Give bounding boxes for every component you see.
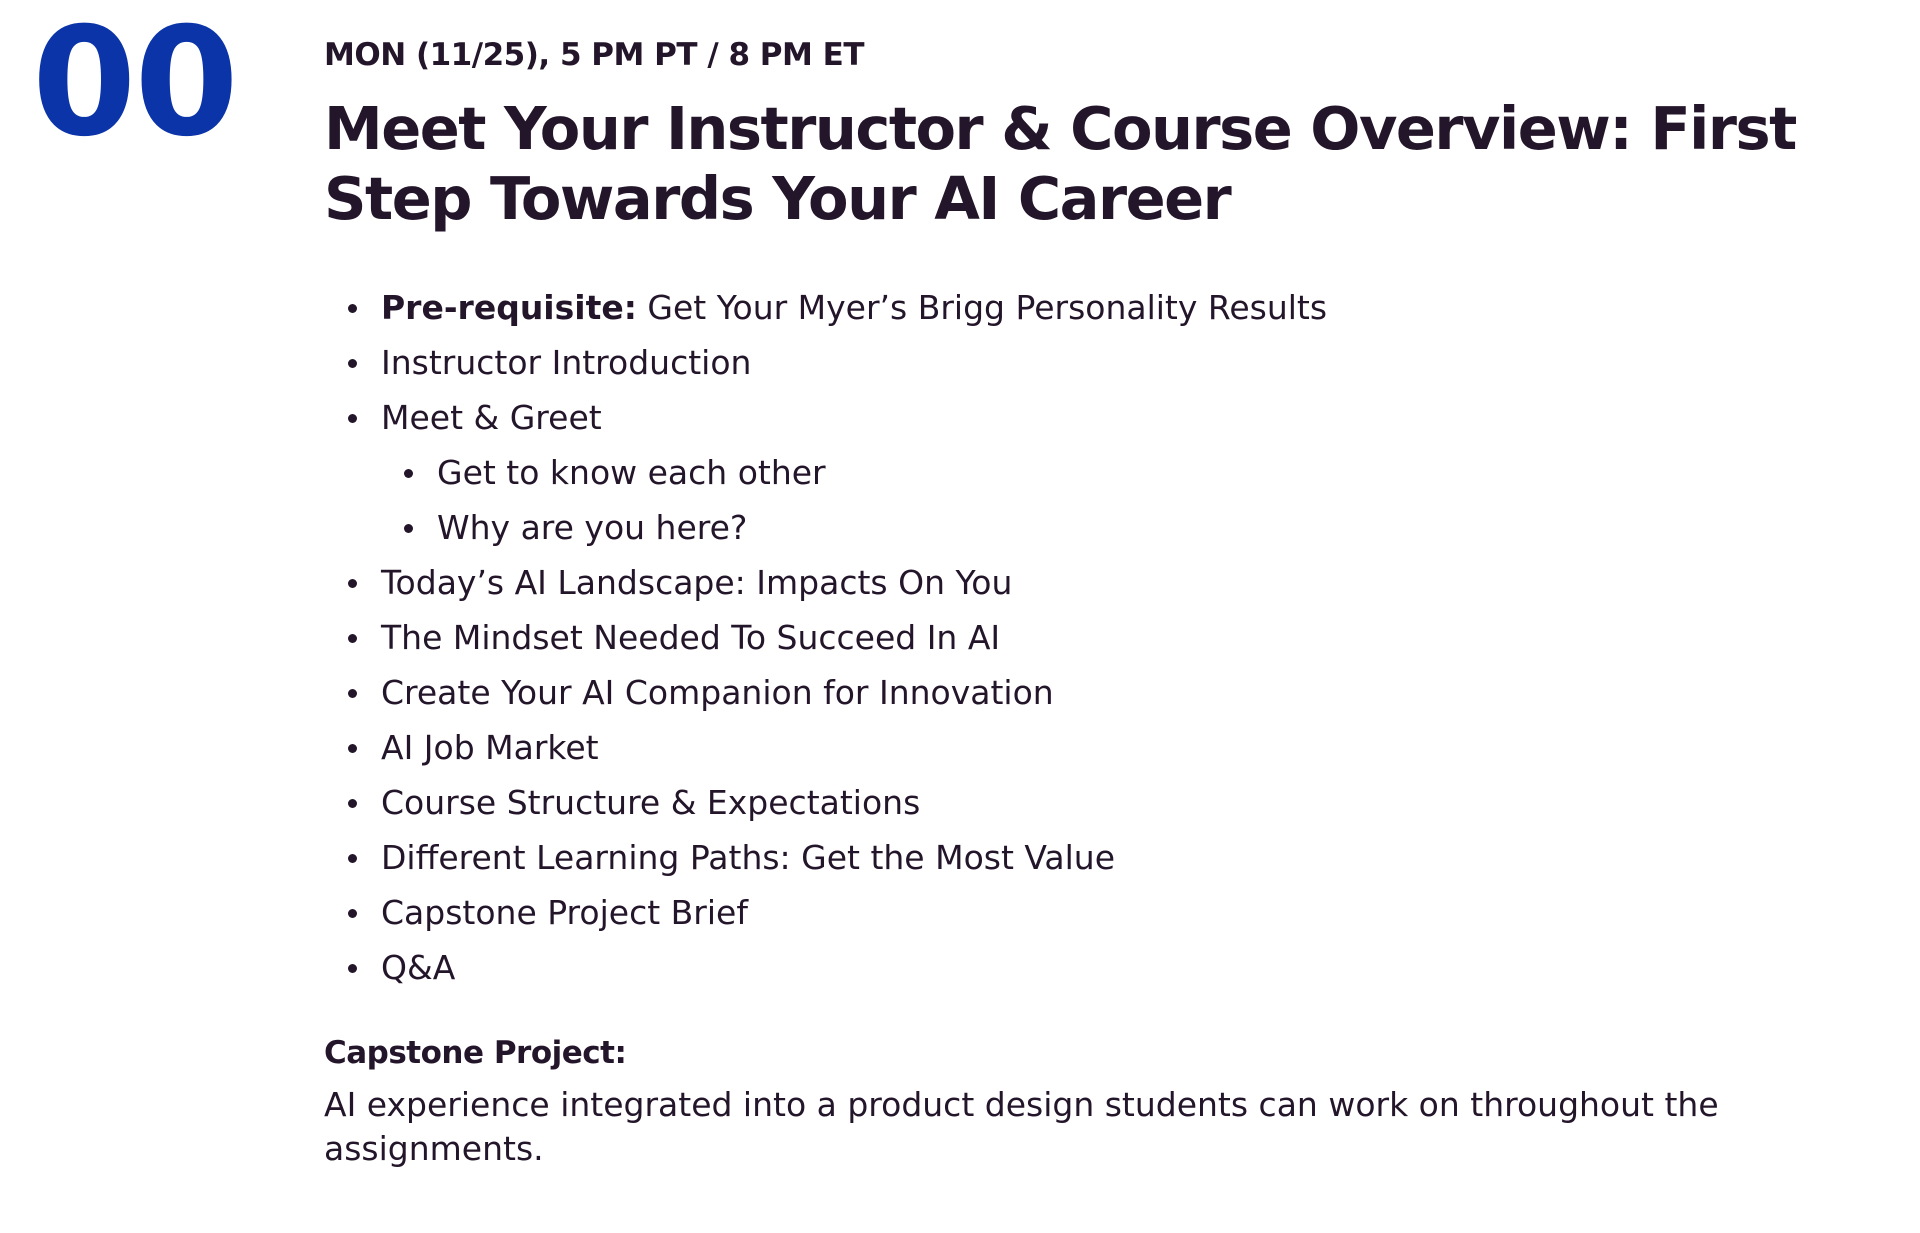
- topic-list: [324, 280, 1884, 995]
- module-content: [324, 36, 1884, 1171]
- prerequisite-text: Get Your Myer’s Brigg Personality Results: [636, 288, 1328, 327]
- topic-item-meet-greet: [381, 390, 1884, 555]
- session-schedule: MON (11/25), 5 PM PT / 8 PM ET: [324, 37, 864, 73]
- topic-item-mindset: The Mindset Needed To Succeed In AI: [381, 610, 1884, 665]
- topic-item-ai-landscape: Today’s AI Landscape: Impacts On You: [381, 555, 1884, 610]
- meet-greet-label: Meet & Greet: [381, 398, 602, 437]
- capstone-description: AI experience integrated into a product design students can work on throughout the assignments.: [324, 1085, 1719, 1168]
- module-title: Meet Your Instructor & Course Overview: First Step Towards Your AI Career: [324, 94, 1796, 233]
- topic-item-ai-companion: Create Your AI Companion for Innovation: [381, 665, 1884, 720]
- capstone-heading: Capstone Project:: [324, 1035, 627, 1071]
- topic-item-learning-paths: Different Learning Paths: Get the Most Value: [381, 830, 1884, 885]
- topic-item-qa: Q&A: [381, 940, 1884, 995]
- topic-item-prerequisite: [381, 280, 1884, 335]
- meet-greet-subtopics: [381, 445, 1884, 555]
- subtopic-item-know-each-other: Get to know each other: [437, 445, 1884, 500]
- module-number: 00: [32, 0, 237, 170]
- prerequisite-label: Pre-requisite:: [381, 288, 637, 327]
- topic-item-capstone-brief: Capstone Project Brief: [381, 885, 1884, 940]
- topic-item-job-market: AI Job Market: [381, 720, 1884, 775]
- topic-item-instructor-intro: Instructor Introduction: [381, 335, 1884, 390]
- topic-item-course-structure: Course Structure & Expectations: [381, 775, 1884, 830]
- subtopic-item-why-here: Why are you here?: [437, 500, 1884, 555]
